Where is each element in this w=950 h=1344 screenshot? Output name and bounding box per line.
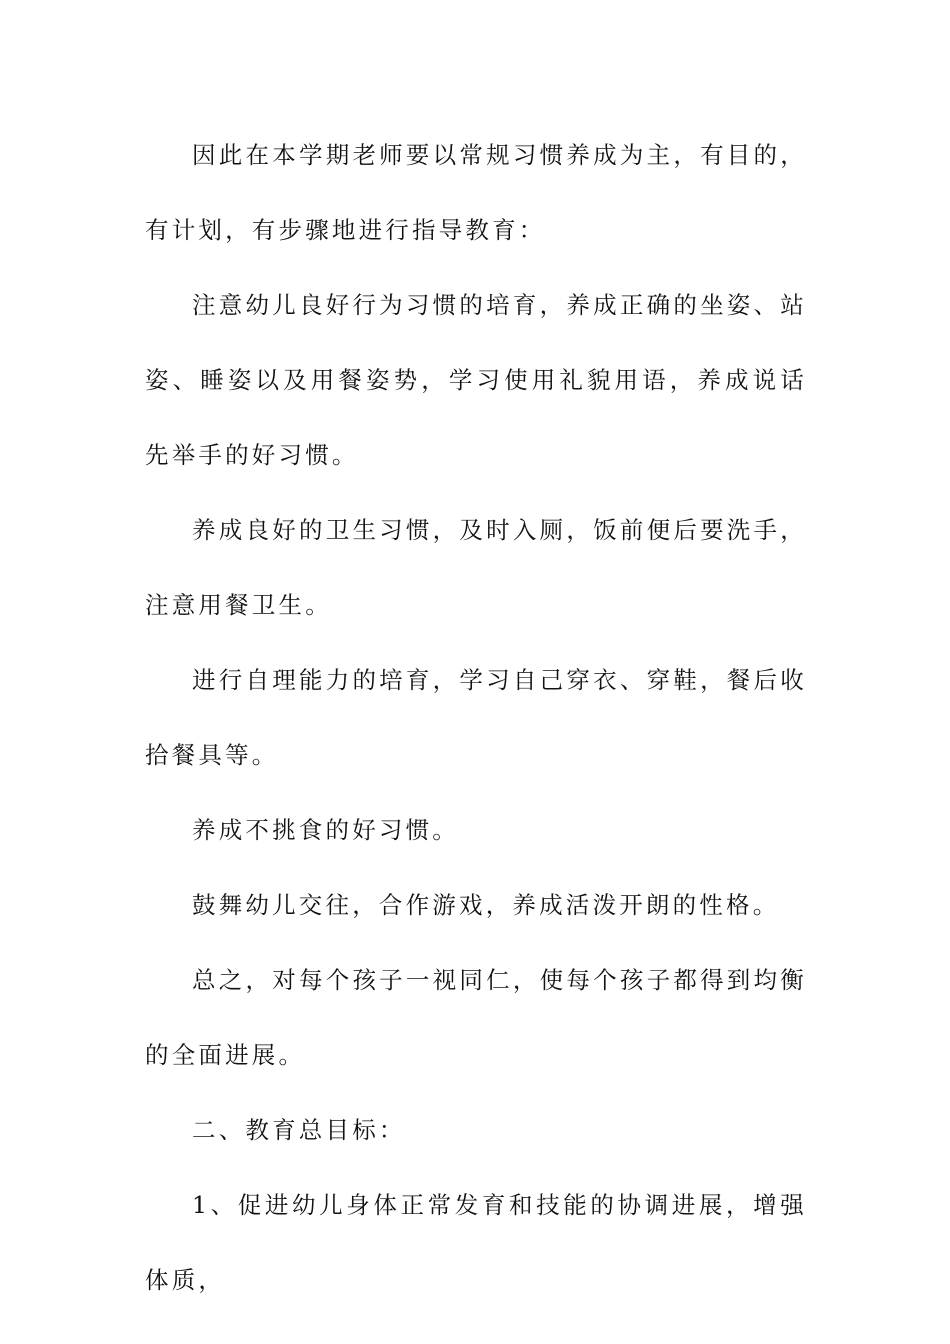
paragraph-self-care: 进行自理能力的培育，学习自己穿衣、穿鞋，餐后收拾餐具等。	[145, 666, 807, 769]
paragraph-goal-1: 1、促进幼儿身体正常发育和技能的协调进展，增强体质，	[145, 1191, 807, 1294]
paragraph-routine-habits: 因此在本学期老师要以常规习惯养成为主，有目的，有计划，有步骤地进行指导教育：	[145, 141, 807, 244]
document-body	[145, 118, 807, 1318]
paragraph-summary: 总之，对每个孩子一视同仁，使每个孩子都得到均衡的全面进展。	[145, 966, 807, 1069]
paragraph-behavior-habits: 注意幼儿良好行为习惯的培育，养成正确的坐姿、站姿、睡姿以及用餐姿势，学习使用礼貌用语，养成说话先举手的好习惯。	[145, 291, 807, 469]
paragraph-no-picky-eating: 养成不挑食的好习惯。	[192, 816, 459, 844]
paragraph-hygiene-habits: 养成良好的卫生习惯，及时入厕，饭前便后要洗手，注意用餐卫生。	[145, 516, 807, 619]
section-heading-overall-goals: 二、教育总目标：	[192, 1116, 406, 1144]
paragraph-social-play: 鼓舞幼儿交往，合作游戏，养成活泼开朗的性格。	[192, 891, 780, 919]
